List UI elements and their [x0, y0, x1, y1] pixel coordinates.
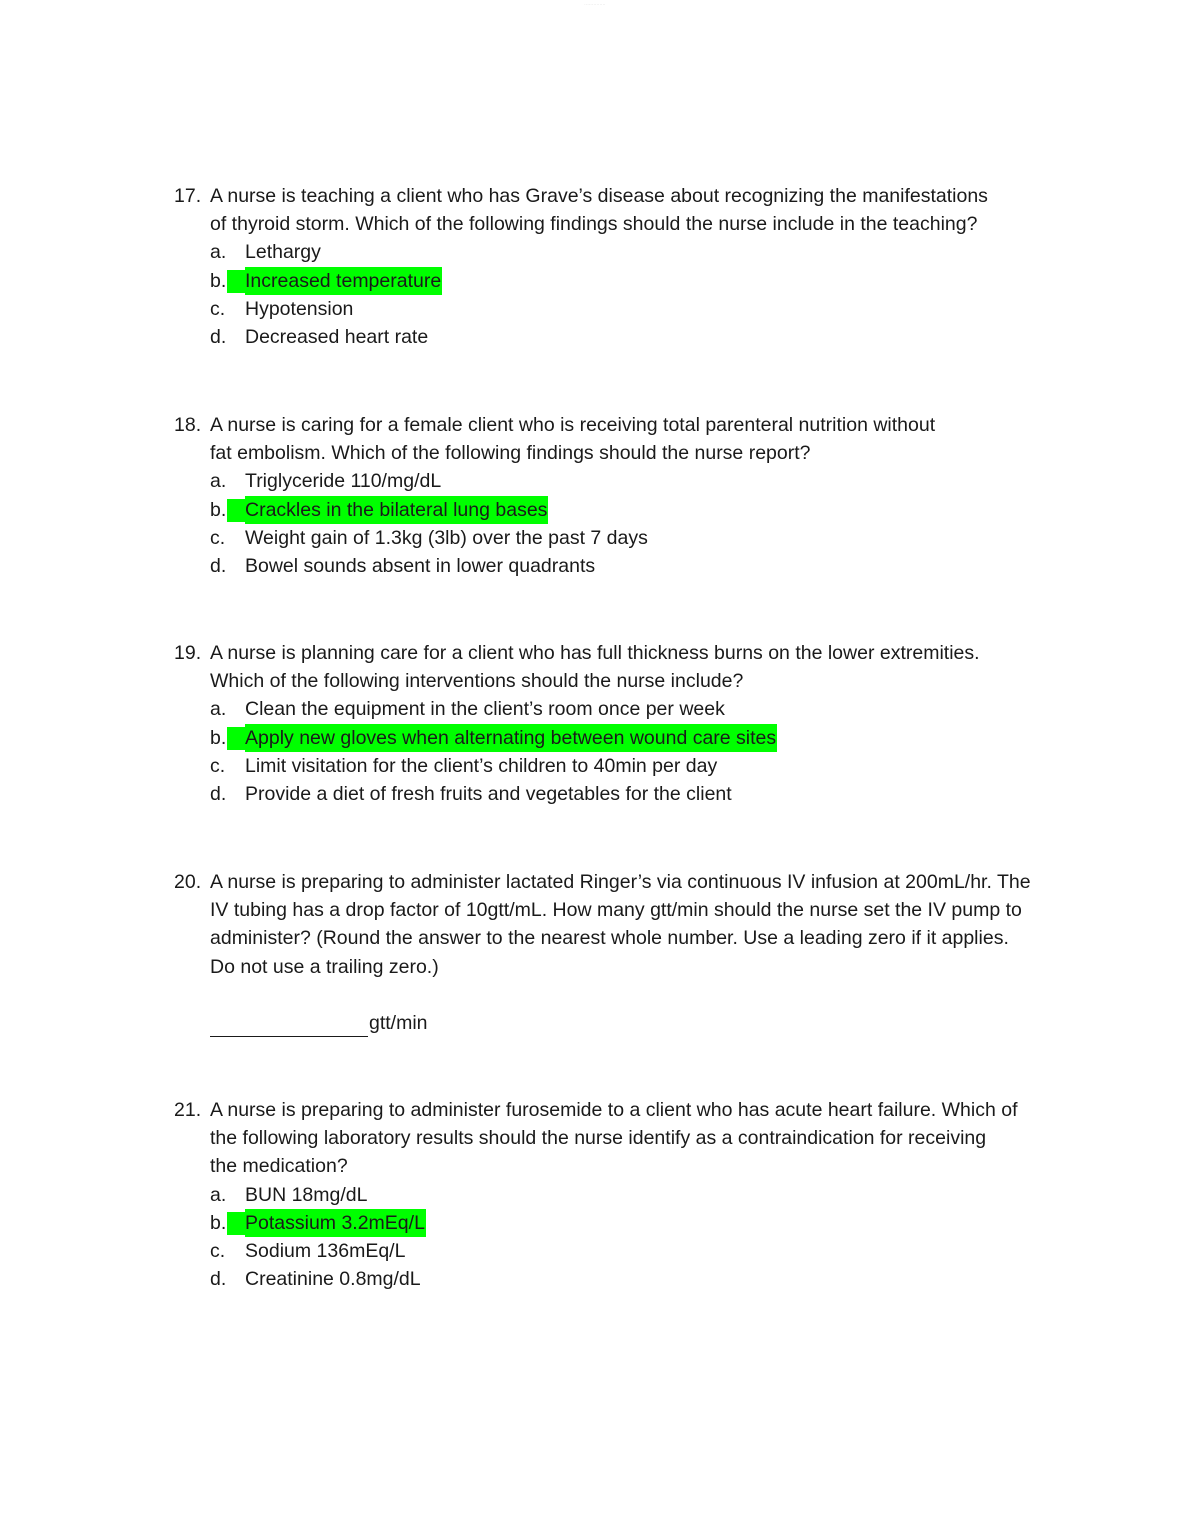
option-text: Provide a diet of fresh fruits and vegetables for the client	[245, 782, 732, 805]
option-letter: b.	[210, 1209, 245, 1237]
option-c	[210, 1237, 1054, 1265]
option-text: Hypotension	[245, 297, 354, 320]
question-number: 19.	[174, 642, 202, 664]
option-text: Weight gain of 1.3kg (3lb) over the past 7 days	[245, 526, 648, 549]
option-text-highlighted: Increased temperature	[245, 267, 442, 295]
question-17	[174, 182, 1054, 351]
option-list	[210, 467, 1054, 580]
option-text: Clean the equipment in the client’s room once per week	[245, 698, 725, 721]
option-letter: d.	[210, 782, 227, 805]
option-letter: a.	[210, 470, 227, 493]
question-18	[174, 411, 1054, 580]
option-d	[210, 552, 1054, 580]
option-letter: b.	[210, 496, 245, 524]
option-text: Creatinine 0.8mg/dL	[245, 1268, 421, 1291]
question-19	[174, 639, 1054, 808]
option-d	[210, 780, 1054, 808]
option-c	[210, 295, 1054, 323]
option-list	[210, 238, 1054, 351]
header-watermark: ··············	[584, 2, 606, 7]
option-letter: d.	[210, 554, 227, 577]
option-text-highlighted: Apply new gloves when alternating between wound care sites	[245, 724, 777, 752]
answer-unit: gtt/min	[369, 1011, 428, 1034]
option-d	[210, 1265, 1054, 1293]
option-b-correct	[210, 724, 1054, 752]
question-number: 20.	[174, 871, 202, 893]
option-text: Sodium 136mEq/L	[245, 1239, 406, 1262]
question-21	[174, 1096, 1054, 1293]
option-b-correct	[210, 1209, 1054, 1237]
option-text-highlighted: Crackles in the bilateral lung bases	[245, 496, 548, 524]
question-number: 17.	[174, 185, 202, 207]
option-letter: a.	[210, 241, 227, 264]
option-c	[210, 752, 1054, 780]
question-text: A nurse is caring for a female client who is receiving total parenteral nutrition without fat embolism. Which of the following findings should the nurse report?	[210, 414, 936, 465]
option-letter: c.	[210, 526, 226, 549]
option-a	[210, 467, 1054, 495]
option-a	[210, 238, 1054, 266]
option-letter: c.	[210, 754, 226, 777]
option-a	[210, 1181, 1054, 1209]
question-number: 21.	[174, 1099, 202, 1121]
option-text: Decreased heart rate	[245, 325, 429, 348]
option-letter: b.	[210, 724, 245, 752]
option-letter: b.	[210, 267, 245, 295]
option-text: Bowel sounds absent in lower quadrants	[245, 554, 596, 577]
answer-blank-row	[210, 1009, 1054, 1037]
question-text: A nurse is teaching a client who has Grave’s disease about recognizing the manifestations of thyroid storm. Which of the following findings should the nurse include in the teaching?	[210, 185, 988, 236]
option-text: Lethargy	[245, 241, 321, 264]
question-text: A nurse is preparing to administer lactated Ringer’s via continuous IV infusion at 200mL/hr. The IV tubing has a drop factor of 10gtt/mL. How many gtt/min should the nurse set the IV pump to administer? (Round the answer to the nearest whole number. Use a leading zero if it applies. Do not use a trailing zero.)	[210, 871, 1031, 978]
option-letter: d.	[210, 325, 227, 348]
option-d	[210, 323, 1054, 351]
option-letter: a.	[210, 698, 227, 721]
option-b-correct	[210, 267, 1054, 295]
option-letter: c.	[210, 1239, 226, 1262]
option-letter: a.	[210, 1183, 227, 1206]
option-letter: c.	[210, 297, 226, 320]
option-c	[210, 524, 1054, 552]
option-text: Limit visitation for the client’s children to 40min per day	[245, 754, 718, 777]
option-letter: d.	[210, 1268, 227, 1291]
option-list	[210, 695, 1054, 808]
answer-blank-line[interactable]	[210, 1014, 368, 1037]
option-text: Triglyceride 110/mg/dL	[245, 470, 442, 493]
question-20	[174, 868, 1054, 1037]
option-b-correct	[210, 496, 1054, 524]
question-text: A nurse is planning care for a client who has full thickness burns on the lower extremities. Which of the following interventions should the nurse include?	[210, 642, 980, 693]
option-a	[210, 695, 1054, 723]
option-text-highlighted: Potassium 3.2mEq/L	[245, 1209, 426, 1237]
question-number: 18.	[174, 414, 202, 436]
option-text: BUN 18mg/dL	[245, 1183, 368, 1206]
question-text: A nurse is preparing to administer furosemide to a client who has acute heart failure. Which of the following laboratory results should the nurse identify as a contraindication for receiving the medication?	[210, 1099, 1018, 1178]
option-list	[210, 1181, 1054, 1294]
